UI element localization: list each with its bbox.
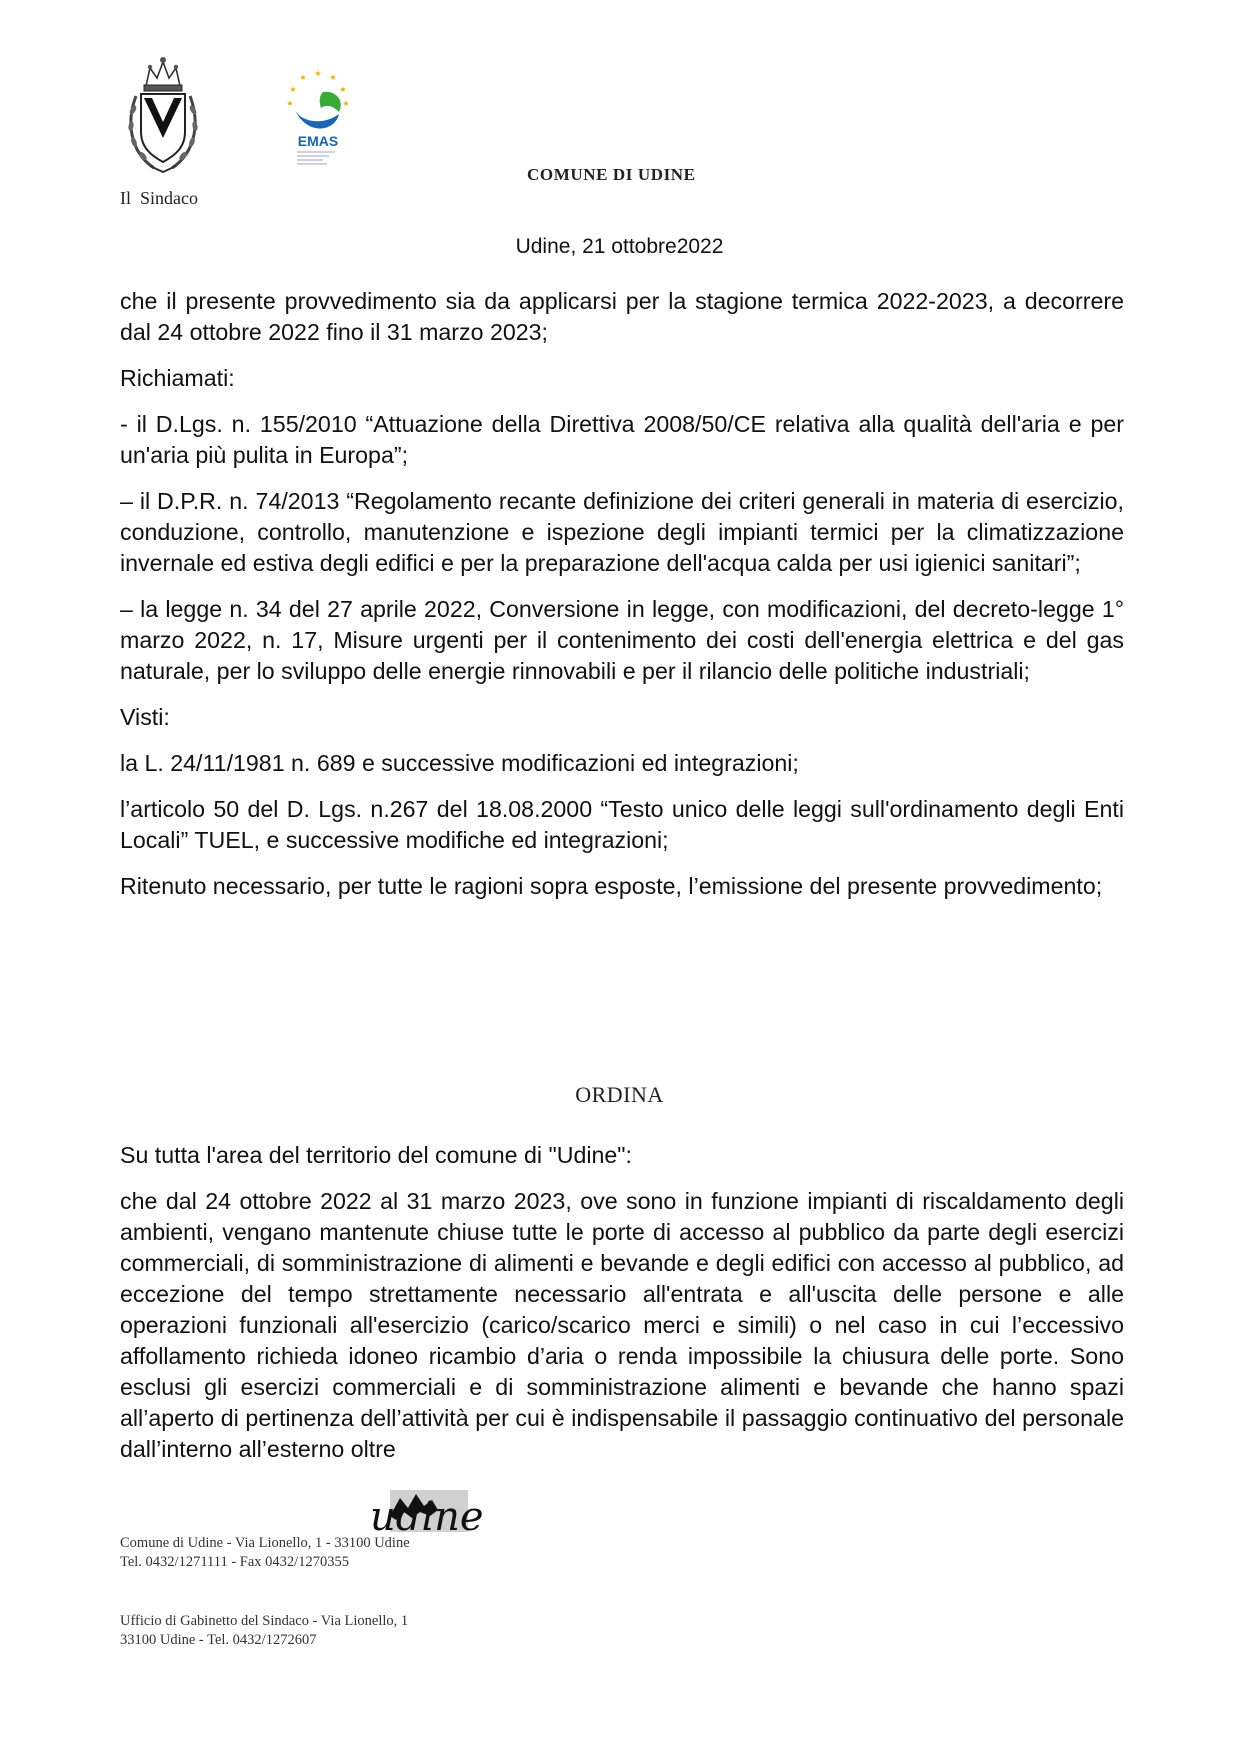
footer-address [120,1534,410,1572]
paragraph: Ritenuto necessario, per tutte le ragioni sopra esposte, l’emissione del presente provvedimento; [120,873,1103,899]
svg-text:★: ★ [299,73,307,82]
paragraph: Richiamati: [120,365,235,391]
svg-text:★: ★ [342,99,350,108]
udine-city-logo [370,1486,515,1534]
paragraph: che il presente provvedimento sia da applicarsi per la stagione termica 2022-2023, a decorrere dal 24 ottobre 2022 fino il 31 marzo 2023; [120,288,1124,345]
footer-line: 33100 Udine - Tel. 0432/1272607 [120,1632,317,1648]
document-date: Udine, 21 ottobre2022 [515,235,724,258]
paragraph: – il D.P.R. n. 74/2013 “Regolamento recante definizione dei criteri generali in materia di esercizio, conduzione, controllo, manutenzione e ispezione degli impianti termici per la climatizzazione invernale ed estiva degli edifici e per la preparazione dell'acqua calda per usi igienici sanitari”; [120,488,1124,576]
comune-title: COMUNE DI UDINE [527,165,696,184]
ordina-heading: ORDINA [575,1082,664,1107]
paragraph: Su tutta l'area del territorio del comune di "Udine": [120,1142,632,1168]
paragraph: - il D.Lgs. n. 155/2010 “Attuazione della Direttiva 2008/50/CE relativa alla qualità dell'aria e per un'aria più pulita in Europa”; [120,411,1124,468]
paragraph: l’articolo 50 del D. Lgs. n.267 del 18.08.2000 “Testo unico delle leggi sull'ordinamento degli Enti Locali” TUEL, e successive modifiche ed integrazioni; [120,796,1124,853]
svg-text:★: ★ [314,70,322,78]
sindaco-label: Il Sindaco [120,188,198,208]
paragraph: Visti: [120,704,170,730]
footer-line: Ufficio di Gabinetto del Sindaco - Via Lionello, 1 [120,1613,409,1629]
svg-text:★: ★ [329,73,337,82]
udine-coat-of-arms-icon [124,52,202,176]
footer-line: Tel. 0432/1271111 - Fax 0432/1270355 [120,1554,349,1570]
footer-office [120,1612,408,1650]
svg-text:★: ★ [286,99,294,108]
svg-text:★: ★ [289,85,297,94]
udine-logo-text: udine [370,1494,484,1534]
paragraph: – la legge n. 34 del 27 aprile 2022, Conversione in legge, con modificazioni, del decreto-legge 1° marzo 2022, n. 17, Misure urgenti per il contenimento dei costi dell'energia elettrica e del gas naturale, per lo sviluppo delle energie rinnovabili e per il rilancio delle politiche industriali; [120,596,1124,684]
footer-line: Comune di Udine - Via Lionello, 1 - 33100 Udine [120,1535,410,1551]
document-body [120,286,1124,917]
document-body-ordinance [120,1140,1124,1480]
emas-label: EMAS [297,133,339,149]
emas-logo [283,70,353,176]
paragraph: la L. 24/11/1981 n. 689 e successive modificazioni ed integrazioni; [120,750,799,776]
paragraph: che dal 24 ottobre 2022 al 31 marzo 2023, ove sono in funzione impianti di riscaldamento degli ambienti, vengano mantenute chiuse tutte le porte di accesso al pubblico da parte degli esercizi commerciali, di somministrazione di alimenti e bevande e degli edifici con accesso al pubblico, ad eccezione del tempo strettamente necessario all'entrata e all'uscita delle persone e alle operazioni funzionali all'esercizio (carico/scarico merci e simili) o nel caso in cui l’eccessivo affollamento richieda idoneo ricambio d’aria o renda impossibile la chiusura delle porte. Sono esclusi gli esercizi commerciali e di somministrazione alimenti e bevande che hanno spazi all’aperto di pertinenza dell’attività per cui è indispensabile il passaggio continuativo del personale dall’interno all’esterno oltre [120,1188,1124,1462]
svg-text:★: ★ [339,85,347,94]
